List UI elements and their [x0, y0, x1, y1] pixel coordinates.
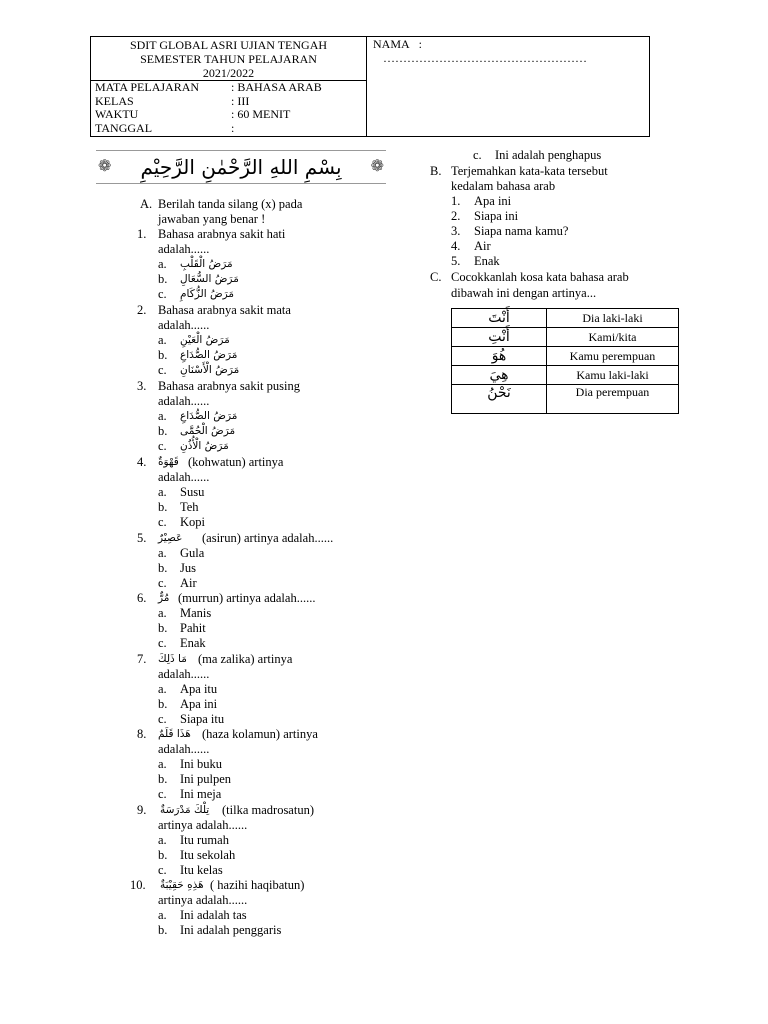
section-b-instruction: Terjemahkan kata-kata tersebut — [451, 164, 608, 178]
section-c-marker: C. — [430, 270, 442, 284]
section-a-instruction-2: jawaban yang benar ! — [158, 212, 266, 226]
question-text: (haza kolamun) artinya — [202, 727, 318, 741]
list-number: 5. — [451, 254, 461, 268]
option-letter: c. — [158, 576, 167, 590]
info-row-class — [95, 95, 366, 109]
question-number: 6. — [137, 591, 147, 605]
section-a-instruction: Berilah tanda silang (x) pada — [158, 197, 303, 211]
nama-colon: : — [418, 37, 423, 51]
section-b-instruction-2: kedalam bahasa arab — [451, 179, 556, 193]
question-text: (murrun) artinya adalah...... — [178, 591, 316, 605]
meaning: Dia perempuan — [547, 385, 679, 414]
field-label: WAKTU — [95, 107, 139, 121]
question-arabic: قَهْوَةٌ — [158, 456, 179, 468]
option-letter: b. — [158, 848, 168, 862]
school-line-3: 2021/2022 — [202, 66, 255, 80]
field-value: : — [231, 120, 235, 135]
option-letter: c. — [158, 712, 167, 726]
question-number: 4. — [137, 455, 147, 469]
question-arabic: هَذِهِ حَقِيْبَةٌ — [160, 879, 204, 891]
table-row — [452, 366, 679, 385]
question-text: Bahasa arabnya sakit hati — [158, 227, 286, 241]
list-number: 3. — [451, 224, 461, 238]
section-c-instruction-2: dibawah ini dengan artinya... — [451, 286, 597, 300]
option-letter: b. — [158, 697, 168, 711]
question-text: (ma zalika) artinya — [198, 652, 293, 666]
list-item: Apa ini — [474, 194, 512, 208]
meaning: Kami/kita — [547, 328, 679, 347]
basmalah-calligraphy: ❁ بِسْمِ اللهِ الرَّحْمٰنِ الرَّحِيْمِ ❁ — [96, 150, 386, 184]
question-text-2: adalah...... — [158, 242, 210, 256]
question-number: 10. — [130, 878, 146, 892]
arabic-word: نَحْنُ — [452, 385, 547, 414]
option-letter: a. — [158, 485, 167, 499]
option-letter: c. — [473, 148, 482, 162]
option-arabic: مَرَضُ الصُّدَاعِ — [180, 349, 238, 361]
list-number: 1. — [451, 194, 461, 208]
option-letter: c. — [158, 363, 167, 377]
option-letter: a. — [158, 409, 167, 423]
arabic-word: أَنْتِ — [452, 328, 547, 347]
option-letter: b. — [158, 621, 168, 635]
option-letter: c. — [158, 636, 167, 650]
nama-label: NAMA — [373, 37, 410, 51]
option-letter: b. — [158, 561, 168, 575]
nama-cell — [367, 37, 650, 137]
question-text: (kohwatun) artinya — [188, 455, 284, 469]
option-letter: c. — [158, 787, 167, 801]
option-text: Ini adalah tas — [180, 908, 247, 922]
info-row-time — [95, 108, 366, 122]
question-text-2: adalah...... — [158, 394, 210, 408]
option-letter: b. — [158, 772, 168, 786]
option-letter: a. — [158, 757, 167, 771]
question-text-2: artinya adalah...... — [158, 818, 248, 832]
meaning: Kamu perempuan — [547, 347, 679, 366]
question-number: 3. — [137, 379, 147, 393]
option-letter: a. — [158, 546, 167, 560]
option-text: Gula — [180, 546, 205, 560]
table-row — [452, 385, 679, 414]
option-letter: b. — [158, 500, 168, 514]
option-letter: c. — [158, 439, 167, 453]
option-text: Jus — [180, 561, 196, 575]
option-letter: a. — [158, 682, 167, 696]
question-arabic: عَصِيْرٌ — [158, 532, 183, 544]
option-text: Ini adalah penghapus — [495, 148, 602, 162]
list-item: Enak — [474, 254, 500, 268]
option-text: Kopi — [180, 515, 205, 529]
question-text: (asirun) artinya adalah...... — [202, 531, 334, 545]
option-arabic: مَرَضُ الصُّدَاعِ — [180, 410, 238, 422]
option-letter: a. — [158, 257, 167, 271]
list-number: 4. — [451, 239, 461, 253]
field-label: MATA PELAJARAN — [95, 80, 200, 94]
matching-table — [451, 308, 679, 414]
list-item: Air — [474, 239, 491, 253]
table-row — [452, 309, 679, 328]
question-number: 2. — [137, 303, 147, 317]
option-text: Ini meja — [180, 787, 222, 801]
meaning: Dia laki-laki — [547, 309, 679, 328]
question-number: 7. — [137, 652, 147, 666]
list-number: 2. — [451, 209, 461, 223]
field-label: TANGGAL — [95, 120, 153, 135]
option-text: Apa itu — [180, 682, 218, 696]
info-row-date — [95, 122, 366, 136]
question-number: 9. — [137, 803, 147, 817]
option-text: Apa ini — [180, 697, 218, 711]
school-title — [91, 37, 367, 81]
nama-dots: …………………………………………… — [383, 51, 587, 65]
list-item: Siapa ini — [474, 209, 519, 223]
option-letter: a. — [158, 333, 167, 347]
question-text-2: adalah...... — [158, 470, 210, 484]
option-text: Pahit — [180, 621, 206, 635]
option-text: Siapa itu — [180, 712, 225, 726]
option-letter: a. — [158, 606, 167, 620]
option-text: Itu rumah — [180, 833, 229, 847]
section-a-marker: A. — [140, 197, 153, 211]
question-text-2: adalah...... — [158, 742, 210, 756]
arabic-word: هِيَ — [452, 366, 547, 385]
field-value: : III — [231, 93, 250, 108]
question-text-2: artinya adalah...... — [158, 893, 248, 907]
option-letter: a. — [158, 908, 167, 922]
option-letter: b. — [158, 424, 168, 438]
option-text: Manis — [180, 606, 212, 620]
table-row — [452, 347, 679, 366]
option-arabic: مَرَضُ الْقَلْبِ — [180, 258, 233, 270]
option-text: Teh — [180, 500, 199, 514]
option-text: Enak — [180, 636, 206, 650]
option-text: Susu — [180, 485, 205, 499]
option-arabic: مَرَضُ الْعَيْنِ — [180, 334, 230, 346]
field-value: : 60 MENIT — [231, 107, 291, 121]
list-item: Siapa nama kamu? — [474, 224, 569, 238]
meaning: Kamu laki-laki — [547, 366, 679, 385]
section-c-instruction: Cocokkanlah kosa kata bahasa arab — [451, 270, 629, 284]
arabic-word: هُوَ — [452, 347, 547, 366]
question-arabic: مَا ذَلِكَ — [158, 653, 187, 665]
question-arabic: تِلْكَ مَدْرَسَةٌ — [160, 804, 210, 816]
option-letter: c. — [158, 287, 167, 301]
question-text: Bahasa arabnya sakit pusing — [158, 379, 300, 393]
section-b-marker: B. — [430, 164, 442, 178]
arabic-word: أَنْتَ — [452, 309, 547, 328]
question-number: 1. — [137, 227, 147, 241]
option-arabic: مَرَضُ الْأَسْنَانِ — [180, 364, 240, 376]
option-letter: c. — [158, 515, 167, 529]
table-row — [452, 328, 679, 347]
field-label: KELAS — [95, 93, 134, 108]
option-text: Ini adalah penggaris — [180, 923, 282, 937]
exam-header-table — [90, 36, 650, 137]
option-arabic: مَرَضُ السُّعَالِ — [180, 273, 239, 285]
option-letter: a. — [158, 833, 167, 847]
question-arabic: هَذَا قَلَمٌ — [158, 728, 191, 740]
question-text-2: adalah...... — [158, 667, 210, 681]
question-text-2: adalah...... — [158, 318, 210, 332]
school-line-2: SEMESTER TAHUN PELAJARAN — [140, 52, 317, 66]
option-letter: b. — [158, 272, 168, 286]
question-text: (tilka madrosatun) — [222, 803, 314, 817]
question-text: Bahasa arabnya sakit mata — [158, 303, 291, 317]
question-number: 5. — [137, 531, 147, 545]
option-text: Itu sekolah — [180, 848, 236, 862]
info-row-subject — [95, 81, 366, 95]
option-arabic: مَرَضُ الْأُذُنِ — [180, 440, 229, 452]
option-letter: c. — [158, 863, 167, 877]
school-line-1: SDIT GLOBAL ASRI UJIAN TENGAH — [129, 38, 328, 52]
field-value: : BAHASA ARAB — [231, 80, 322, 94]
question-text: ( hazihi haqibatun) — [210, 878, 305, 892]
question-arabic: مُرٌّ — [158, 592, 170, 604]
option-letter: b. — [158, 348, 168, 362]
question-number: 8. — [137, 727, 147, 741]
exam-info — [91, 81, 367, 137]
option-arabic: مَرَضُ الزُّكَامِ — [180, 288, 235, 300]
option-text: Itu kelas — [180, 863, 223, 877]
option-text: Ini buku — [180, 757, 223, 771]
option-letter: b. — [158, 923, 168, 937]
option-text: Ini pulpen — [180, 772, 232, 786]
option-text: Air — [180, 576, 197, 590]
option-arabic: مَرَضُ الْحُمَّى — [180, 425, 236, 437]
